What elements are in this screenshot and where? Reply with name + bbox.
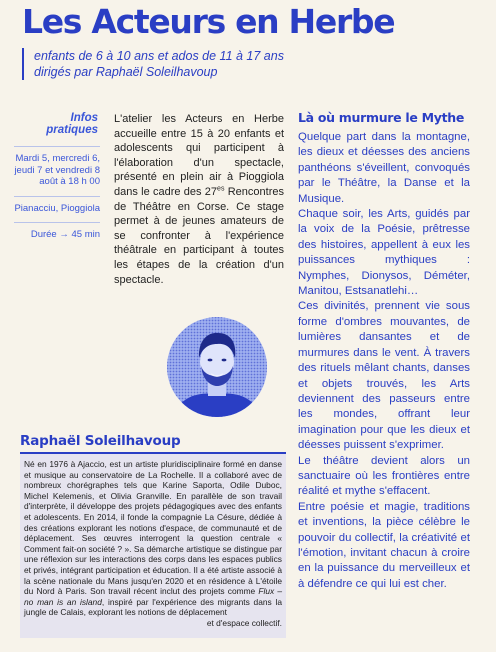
myth-paragraph: Entre poésie et magie, traditions et inventions, la pièce célèbre le pouvoir du collectif, la créativité et l'émotion, invitant chacun à croire en la puissance du merveilleux et à défendre ce qui lui est cher. [298, 500, 470, 590]
infos-duration: Durée → 45 min [14, 222, 100, 241]
intro-ordinal: es [217, 185, 225, 193]
myth-heading: Là où murmure le Mythe [298, 110, 465, 125]
myth-paragraph: Ces divinités, prennent vie sous forme d'ombres mouvantes, de lumières dansantes et de murmures dans le vent. À travers des rituels mêlant chants, danses et objets trouvés, les Arts deviennent des passeurs entre les mondes, offrant leur imagination pour que les dieux et déesses puissent s'exprimer. [298, 300, 470, 452]
infos-date-line: jeudi 7 et vendredi 8 [14, 164, 100, 176]
subtitle-director: dirigés par Raphaël Soleilhavoup [34, 65, 218, 79]
portrait-photo [166, 316, 268, 418]
infos-place: Pianacciu, Pioggiola [14, 196, 100, 215]
intro-text: L'atelier les Acteurs en Herbe accueille entre 15 à 20 enfants et adolescents qui participent à l'élaboration d'un spectacle, présenté en plein air à Pioggiola dans le cadre des 27 [114, 113, 284, 198]
infos-heading-line1: Infos [70, 112, 98, 124]
bio-text: Né en 1976 à Ajaccio, est un artiste pluridisciplinaire formé en danse et musique au conservatoire de La Rochelle. Il a collaboré avec de nombreux chorégraphes tels que Karine Saporta, Odile Duboc, Michel Kelemenis, et Olivia Granville. En parallèle de son travail d'interprète, il développe des projets pédagogiques avec des enfants et adolescents. En 2014, il fonde la compagnie La Césure, dédiée à des créations explorant les notions d'espace, de communauté et de déplacement. Ses œuvres interrogent la question centrale « Comment fait-on société ? ». Sa démarche artistique se distingue par une réflexion sur les interactions des corps dans les espaces publics et privés, intégrant participation et éducation. Il a été artiste associé à la scène nationale du Mans jusqu'en 2020 et en résidence à L'étoile du Nord à Paris. Son travail récent inclut des projets comme [24, 459, 282, 597]
bio-box [20, 452, 286, 638]
myth-paragraph: Chaque soir, les Arts, guidés par la voix de la Poésie, prêtresse des histoires, appellent à eux les puissances mythiques : Nymphes, Dionysos, Déméter, Manitou, Estsanatlehi… [298, 208, 470, 298]
infos-pratiques [14, 112, 100, 241]
myth-paragraph: Quelque part dans la montagne, les dieux et déesses des anciens panthéons s'éveillent, convoqués par le Théâtre, la Danse et la Musique. [298, 131, 470, 205]
bio-text-cont: , inspiré par l'expérience des migrants dans la jungle de Calais, explorant les notions de déplacement [24, 596, 282, 618]
bio-name: Raphaël Soleilhavoup [20, 433, 181, 449]
myth-text [298, 130, 470, 592]
infos-heading [14, 112, 100, 136]
bio-text-end: et d'espace collectif. [206, 617, 282, 628]
portrait-image [166, 316, 268, 418]
subtitle [22, 48, 454, 80]
intro-text-cont: Rencontres de Théâtre en Corse. Ce stage permet à de jeunes amateurs de se confronter à l'expérience théâtrale en participant à toutes les étapes de la création d'un spectacle. [114, 185, 284, 286]
bio-work-title: Flux – no man is an island [24, 586, 283, 607]
infos-heading-line2: pratiques [46, 124, 98, 136]
myth-paragraph: Le théâtre devient alors un sanctuaire où les frontières entre réalité et mythe s'effacent. [298, 454, 470, 498]
infos-date-line: Mardi 5, mercredi 6, [15, 153, 100, 164]
infos-dates [14, 146, 100, 188]
subtitle-audience: enfants de 6 à 10 ans et ados de 11 à 17 ans [34, 49, 284, 63]
infos-date-line: août à 18 h 00 [39, 176, 100, 187]
page-title: Les Acteurs en Herbe [22, 2, 395, 41]
intro-paragraph [114, 112, 284, 287]
